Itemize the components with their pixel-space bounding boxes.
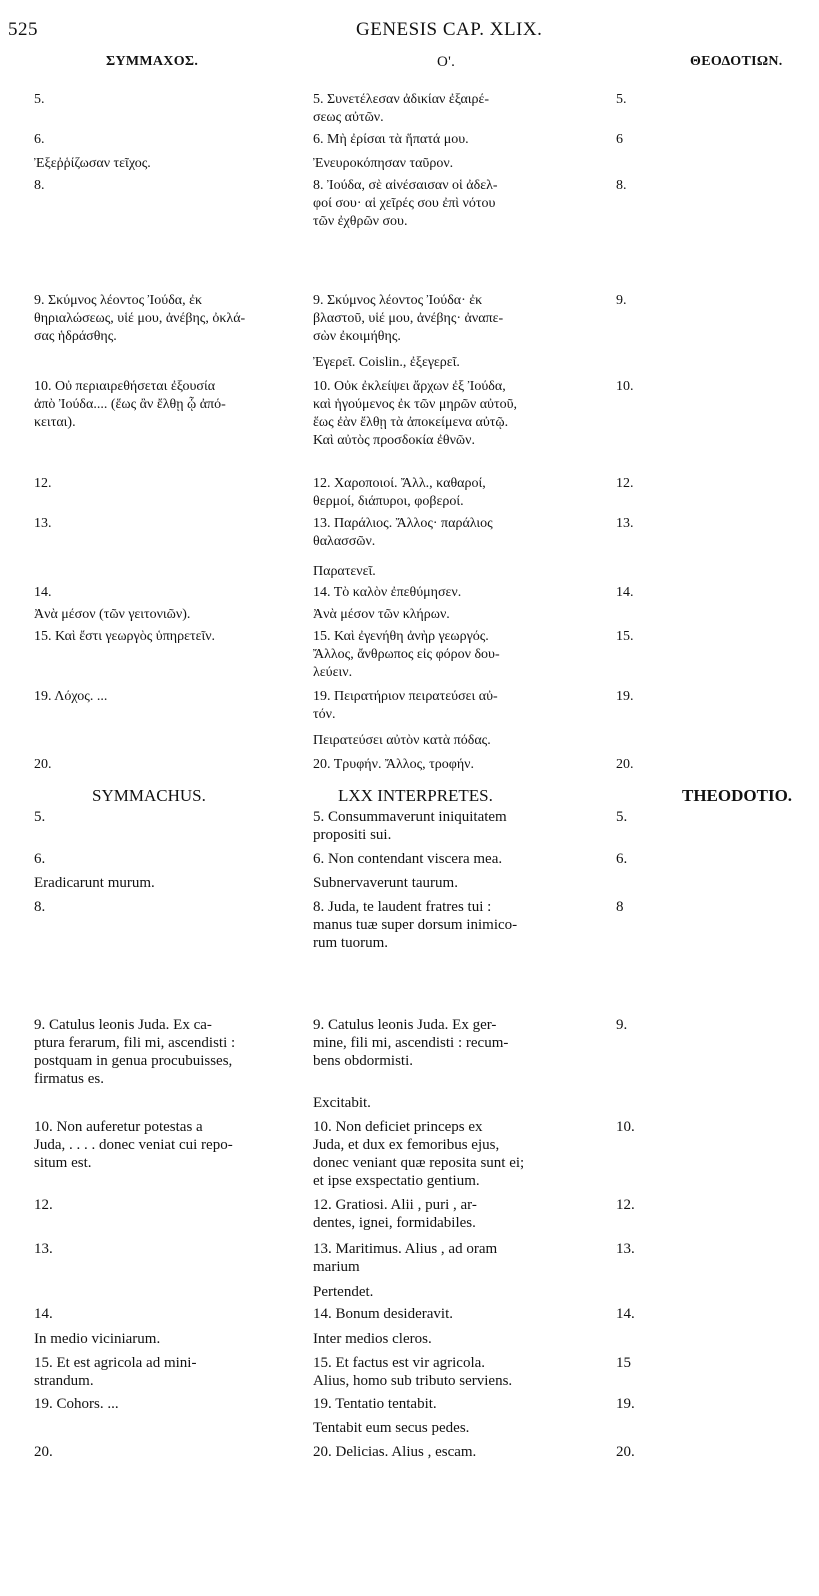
greek-lxx-cell-line: Καὶ αὐτὸς προσδοκία ἐθνῶν. <box>313 433 475 448</box>
greek-symmachus-cell <box>34 155 304 173</box>
latin-lxx-cell-line: Excitabit. <box>313 1095 371 1111</box>
latin-lxx-cell-line: Alius, homo sub tributo serviens. <box>313 1373 513 1389</box>
greek-theodotion-cell <box>616 292 666 310</box>
greek-lxx-cell-line: λεύειν. <box>313 665 353 680</box>
latin-theodotion-cell-line: 8 <box>616 899 624 915</box>
greek-lxx-cell-line: Ἀνὰ μέσον τῶν κλήρων. <box>313 607 450 622</box>
latin-theodotion-cell-line: 20. <box>616 1444 635 1460</box>
greek-theodotion-cell <box>616 177 666 195</box>
greek-lxx-cell <box>313 584 605 602</box>
latin-theodotion-cell-line: 12. <box>616 1197 635 1213</box>
greek-lxx-cell-line: ἕως ἐὰν ἔλθῃ τὰ ἀποκείμενα αὐτῷ. <box>313 415 509 430</box>
latin-lxx-cell-line: bens obdormisti. <box>313 1053 413 1069</box>
latin-symmachus-cell-line: 5. <box>34 809 46 825</box>
latin-lxx-cell <box>313 808 605 844</box>
greek-symmachus-cell <box>34 756 304 774</box>
greek-symmachus-cell-line: 8. <box>34 178 45 193</box>
latin-symmachus-cell-line: 6. <box>34 851 46 867</box>
greek-theodotion-cell <box>616 131 666 149</box>
latin-symmachus-cell <box>34 874 304 892</box>
latin-symmachus-cell <box>34 1443 304 1461</box>
greek-symmachus-cell <box>34 606 304 624</box>
latin-lxx-cell-line: marium <box>313 1259 360 1275</box>
greek-lxx-cell <box>313 177 605 231</box>
greek-theodotion-cell <box>616 688 666 706</box>
greek-symmachus-cell-line: σας ἡδράσθης. <box>34 329 117 344</box>
latin-lxx-cell-line: 15. Et factus est vir agricola. <box>313 1355 486 1371</box>
latin-lxx-cell-line: donec veniant quæ reposita sunt ei; <box>313 1155 525 1171</box>
greek-symmachus-cell-line: 14. <box>34 585 52 600</box>
greek-symmachus-cell <box>34 628 304 646</box>
greek-lxx-cell <box>313 354 605 372</box>
greek-theodotion-cell-line: 10. <box>616 379 634 394</box>
latin-symmachus-cell-line: Juda, . . . . donec veniat cui repo- <box>34 1137 233 1153</box>
latin-lxx-cell <box>313 1419 605 1437</box>
latin-theodotion-cell <box>616 1354 666 1372</box>
latin-lxx-cell <box>313 1016 605 1070</box>
latin-symmachus-cell <box>34 1330 304 1348</box>
latin-theodotion-cell-line: 6. <box>616 851 628 867</box>
greek-symmachus-cell <box>34 515 304 533</box>
greek-lxx-cell <box>313 515 605 551</box>
greek-symmachus-cell-line: 9. Σκύμνος λέοντος Ἰούδα, ἐκ <box>34 293 203 308</box>
latin-lxx-cell-line: 5. Consummaverunt iniquitatem <box>313 809 507 825</box>
latin-symmachus-cell-line: 13. <box>34 1241 53 1257</box>
latin-theodotion-cell <box>616 1118 666 1136</box>
latin-theodotion-cell-line: 13. <box>616 1241 635 1257</box>
greek-theodotion-cell <box>616 515 666 533</box>
greek-theodotion-cell-line: 6 <box>616 132 623 147</box>
latin-lxx-cell <box>313 874 605 892</box>
greek-lxx-cell-line: 14. Τὸ καλὸν ἐπεθύμησεν. <box>313 585 462 600</box>
latin-lxx-cell-line: Inter medios cleros. <box>313 1331 432 1347</box>
greek-theodotion-cell <box>616 584 666 602</box>
latin-symmachus-cell-line: situm est. <box>34 1155 92 1171</box>
greek-theodotion-cell-line: 12. <box>616 476 634 491</box>
latin-symmachus-cell-line: 9. Catulus leonis Juda. Ex ca- <box>34 1017 212 1033</box>
latin-lxx-cell <box>313 1395 605 1413</box>
latin-symmachus-cell-line: In medio viciniarum. <box>34 1331 161 1347</box>
latin-symmachus-cell-line: 10. Non auferetur potestas a <box>34 1119 203 1135</box>
latin-lxx-cell-line: 14. Bonum desideravit. <box>313 1306 453 1322</box>
latin-theodotion-cell <box>616 1196 666 1214</box>
latin-lxx-cell <box>313 1196 605 1232</box>
latin-symmachus-cell-line: Eradicarunt murum. <box>34 875 155 891</box>
latin-lxx-cell <box>313 1094 605 1112</box>
latin-lxx-cell-line: et ipse exspectatio gentium. <box>313 1173 480 1189</box>
greek-lxx-cell-line: Ἐνευροκόπησαν ταῦρον. <box>313 156 454 171</box>
greek-theodotion-cell-line: 14. <box>616 585 634 600</box>
latin-lxx-cell <box>313 1443 605 1461</box>
latin-theodotion-cell-line: 19. <box>616 1396 635 1412</box>
greek-lxx-cell-line: 10. Οὐκ ἐκλείψει ἄρχων ἐξ Ἰούδα, <box>313 379 506 394</box>
latin-lxx-cell <box>313 1305 605 1323</box>
latin-lxx-cell <box>313 1240 605 1276</box>
latin-lxx-cell-line: Juda, et dux ex femoribus ejus, <box>313 1137 500 1153</box>
latin-symmachus-cell <box>34 1395 304 1413</box>
greek-lxx-cell-line: 19. Πειρατήριον πειρατεύσει αὐ- <box>313 689 498 704</box>
page-number: 525 <box>8 19 38 40</box>
greek-lxx-cell-line: θερμοί, διάπυροι, φοβεροί. <box>313 494 464 509</box>
greek-theodotion-cell-line: 20. <box>616 757 634 772</box>
greek-lxx-cell-line: 20. Τρυφήν. Ἄλλος, τροφήν. <box>313 757 474 772</box>
latin-theodotion-cell-line: 15 <box>616 1355 631 1371</box>
greek-theodotion-cell <box>616 91 666 109</box>
greek-symmachus-cell-line: 10. Οὐ περιαιρεθήσεται ἐξουσία <box>34 379 216 394</box>
latin-theodotion-cell <box>616 1016 666 1034</box>
greek-symmachus-cell <box>34 688 304 706</box>
latin-theodotion-cell-line: 14. <box>616 1306 635 1322</box>
greek-lxx-cell-line: καὶ ἡγούμενος ἐκ τῶν μηρῶν αὐτοῦ, <box>313 397 518 412</box>
latin-symmachus-cell <box>34 808 304 826</box>
greek-theodotion-cell <box>616 378 666 396</box>
latin-symmachus-cell-line: strandum. <box>34 1373 94 1389</box>
greek-symmachus-cell-line: θηριαλώσεως, υἱέ μου, ἀνέβης, ὀκλά- <box>34 311 246 326</box>
latin-symmachus-cell-line: 12. <box>34 1197 53 1213</box>
latin-symmachus-cell <box>34 1196 304 1214</box>
greek-lxx-cell-line: τῶν ἐχθρῶν σου. <box>313 214 408 229</box>
greek-theodotion-cell-line: 9. <box>616 293 627 308</box>
latin-lxx-cell-line: 8. Juda, te laudent fratres tui : <box>313 899 492 915</box>
greek-lxx-cell <box>313 292 605 346</box>
greek-lxx-cell <box>313 91 605 127</box>
greek-lxx-cell <box>313 628 605 682</box>
greek-lxx-cell-line: θαλασσῶν. <box>313 534 376 549</box>
latin-symmachus-cell <box>34 1305 304 1323</box>
greek-symmachus-cell-line: ἀπὸ Ἰούδα.... (ἕως ἂν ἔλθῃ ᾧ ἀπό- <box>34 397 226 412</box>
latin-lxx-heading: LXX INTERPRETES. <box>338 786 493 805</box>
greek-lxx-cell <box>313 378 605 450</box>
latin-lxx-cell <box>313 850 605 868</box>
greek-theodotion-heading: ΘΕΟΔΟΤΙΩΝ. <box>690 54 783 69</box>
greek-lxx-cell-line: Ἄλλος, ἄνθρωπος εἰς φόρον δου- <box>313 647 500 662</box>
latin-lxx-cell-line: dentes, ignei, formidabiles. <box>313 1215 476 1231</box>
greek-symmachus-cell-line: 12. <box>34 476 52 491</box>
latin-theodotion-cell <box>616 808 666 826</box>
latin-theodotion-cell-line: 5. <box>616 809 628 825</box>
greek-symmachus-cell-line: 6. <box>34 132 45 147</box>
greek-lxx-cell-line: 12. Χαροποιοί. Ἄλλ., καθαροί, <box>313 476 486 491</box>
greek-lxx-cell <box>313 688 605 724</box>
greek-symmachus-cell-line: κειται). <box>34 415 76 430</box>
latin-lxx-cell-line: 19. Tentatio tentabit. <box>313 1396 437 1412</box>
greek-theodotion-cell <box>616 756 666 774</box>
latin-symmachus-cell <box>34 850 304 868</box>
greek-theodotion-cell-line: 13. <box>616 516 634 531</box>
latin-theodotion-cell <box>616 898 666 916</box>
greek-lxx-cell-line: 6. Μὴ ἐρίσαι τὰ ἥπατά μου. <box>313 132 469 147</box>
latin-lxx-cell-line: 20. Delicias. Alius , escam. <box>313 1444 477 1460</box>
greek-lxx-cell-line: 13. Παράλιος. Ἄλλος· παράλιος <box>313 516 493 531</box>
latin-symmachus-cell-line: firmatus es. <box>34 1071 104 1087</box>
greek-lxx-cell-line: φοί σου· αἱ χεῖρές σου ἐπὶ νότου <box>313 196 496 211</box>
latin-lxx-cell-line: Pertendet. <box>313 1284 374 1300</box>
latin-lxx-cell <box>313 1354 605 1390</box>
greek-lxx-cell <box>313 756 605 774</box>
greek-lxx-cell-line: τόν. <box>313 707 336 722</box>
latin-theodotion-cell <box>616 1443 666 1461</box>
greek-symmachus-cell-line: Ἐξεῤῥίζωσαν τεῖχος. <box>34 156 151 171</box>
greek-symmachus-cell-line: 19. Λόχος. ... <box>34 689 108 704</box>
greek-symmachus-cell-line: 5. <box>34 92 45 107</box>
latin-lxx-cell-line: rum tuorum. <box>313 935 388 951</box>
greek-symmachus-cell <box>34 584 304 602</box>
latin-lxx-cell-line: manus tuæ super dorsum inimico- <box>313 917 518 933</box>
latin-lxx-cell-line: Subnervaverunt taurum. <box>313 875 458 891</box>
greek-lxx-cell <box>313 475 605 511</box>
greek-symmachus-cell <box>34 177 304 195</box>
greek-lxx-cell <box>313 606 605 624</box>
greek-theodotion-cell-line: 19. <box>616 689 634 704</box>
greek-symmachus-cell <box>34 292 304 346</box>
latin-symmachus-cell-line: 14. <box>34 1306 53 1322</box>
latin-symmachus-cell-line: 8. <box>34 899 46 915</box>
greek-lxx-cell-line: σὼν ἐκοιμήθης. <box>313 329 401 344</box>
latin-theodotio-heading: THEODOTIO. <box>682 786 793 805</box>
greek-theodotion-cell-line: 15. <box>616 629 634 644</box>
latin-lxx-cell-line: 13. Maritimus. Alius , ad oram <box>313 1241 498 1257</box>
latin-lxx-cell <box>313 1118 605 1190</box>
running-title: GENESIS CAP. XLIX. <box>356 19 543 40</box>
latin-theodotion-cell-line: 10. <box>616 1119 635 1135</box>
greek-theodotion-cell-line: 8. <box>616 178 627 193</box>
latin-theodotion-cell <box>616 1240 666 1258</box>
latin-symmachus-cell-line: 20. <box>34 1444 53 1460</box>
latin-symmachus-cell <box>34 898 304 916</box>
latin-lxx-cell-line: mine, fili mi, ascendisti : recum- <box>313 1035 509 1051</box>
greek-lxx-heading: O'. <box>437 54 456 70</box>
greek-symmachus-cell <box>34 91 304 109</box>
greek-symmachus-heading: ΣΥΜΜΑΧΟΣ. <box>106 54 199 69</box>
greek-lxx-cell-line: Παρατενεῖ. <box>313 564 376 579</box>
greek-symmachus-cell-line: 20. <box>34 757 52 772</box>
latin-symmachus-heading: SYMMACHUS. <box>92 786 206 805</box>
greek-lxx-cell-line: σεως αὐτῶν. <box>313 110 384 125</box>
greek-lxx-cell-line: Πειρατεύσει αὐτὸν κατὰ πόδας. <box>313 733 491 748</box>
greek-symmachus-cell-line: 13. <box>34 516 52 531</box>
latin-lxx-cell <box>313 1283 605 1301</box>
greek-lxx-cell <box>313 563 605 581</box>
latin-theodotion-cell <box>616 850 666 868</box>
greek-lxx-cell <box>313 155 605 173</box>
latin-symmachus-cell <box>34 1354 304 1390</box>
latin-lxx-cell-line: Tentabit eum secus pedes. <box>313 1420 470 1436</box>
greek-symmachus-cell <box>34 475 304 493</box>
latin-symmachus-cell <box>34 1118 304 1172</box>
greek-lxx-cell-line: βλαστοῦ, υἱέ μου, ἀνέβης· ἀναπε- <box>313 311 504 326</box>
latin-symmachus-cell-line: ptura ferarum, fili mi, ascendisti : <box>34 1035 236 1051</box>
greek-symmachus-cell <box>34 378 304 432</box>
greek-lxx-cell-line: 5. Συνετέλεσαν ἀδικίαν ἐξαιρέ- <box>313 92 490 107</box>
greek-lxx-cell-line: Ἐγερεῖ. Coislin., ἐξεγερεῖ. <box>313 355 460 370</box>
latin-lxx-cell-line: 6. Non contendant viscera mea. <box>313 851 503 867</box>
greek-lxx-cell <box>313 732 605 750</box>
greek-theodotion-cell-line: 5. <box>616 92 627 107</box>
latin-symmachus-cell-line: postquam in genua procubuisses, <box>34 1053 233 1069</box>
greek-lxx-cell-line: 9. Σκύμνος λέοντος Ἰούδα· ἐκ <box>313 293 483 308</box>
latin-lxx-cell-line: 9. Catulus leonis Juda. Ex ger- <box>313 1017 497 1033</box>
latin-lxx-cell <box>313 1330 605 1348</box>
greek-symmachus-cell-line: Ἀνὰ μέσον (τῶν γειτονιῶν). <box>34 607 191 622</box>
greek-lxx-cell <box>313 131 605 149</box>
latin-symmachus-cell-line: 15. Et est agricola ad mini- <box>34 1355 197 1371</box>
greek-theodotion-cell <box>616 475 666 493</box>
latin-lxx-cell-line: 12. Gratiosi. Alii , puri , ar- <box>313 1197 477 1213</box>
greek-symmachus-cell-line: 15. Καὶ ἔστι γεωργὸς ὑπηρετεῖν. <box>34 629 216 644</box>
latin-lxx-cell <box>313 898 605 952</box>
latin-theodotion-cell <box>616 1305 666 1323</box>
latin-lxx-cell-line: propositi sui. <box>313 827 392 843</box>
latin-symmachus-cell <box>34 1240 304 1258</box>
latin-lxx-cell-line: 10. Non deficiet princeps ex <box>313 1119 483 1135</box>
greek-lxx-cell-line: 8. Ἰούδα, σὲ αἰνέσαισαν οἱ ἀδελ- <box>313 178 498 193</box>
greek-symmachus-cell <box>34 131 304 149</box>
latin-theodotion-cell <box>616 1395 666 1413</box>
greek-lxx-cell-line: 15. Καὶ ἐγενήθη ἀνὴρ γεωργός. <box>313 629 489 644</box>
latin-symmachus-cell-line: 19. Cohors. ... <box>34 1396 119 1412</box>
latin-symmachus-cell <box>34 1016 304 1088</box>
greek-theodotion-cell <box>616 628 666 646</box>
latin-theodotion-cell-line: 9. <box>616 1017 628 1033</box>
